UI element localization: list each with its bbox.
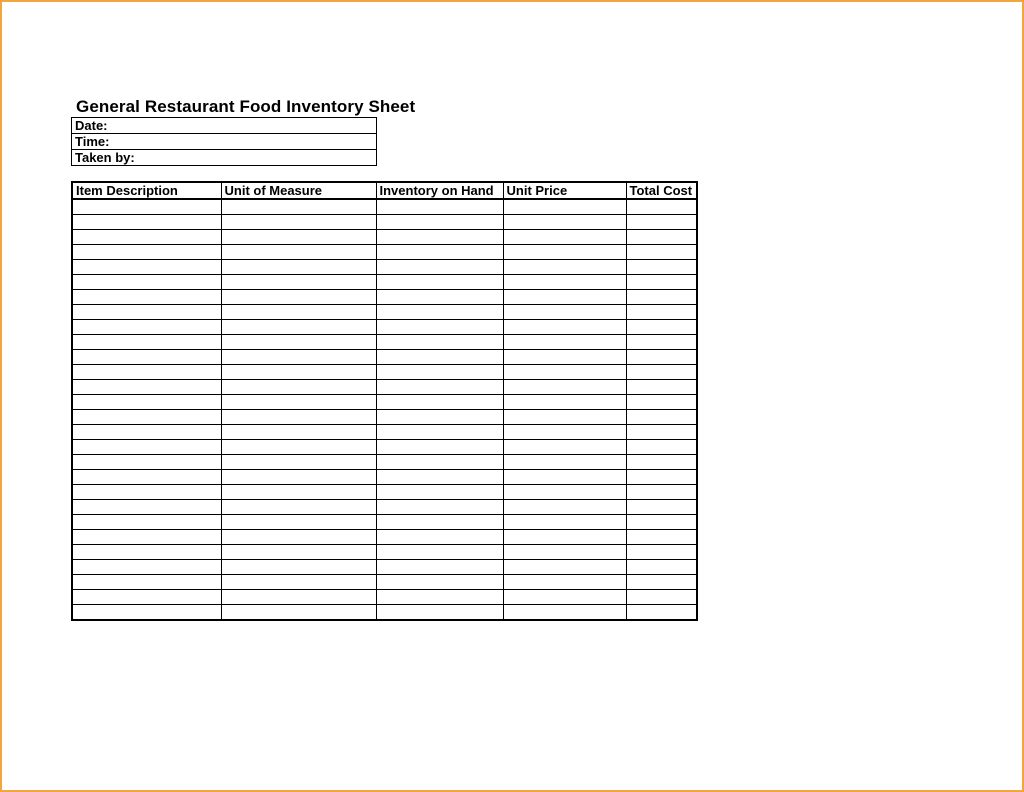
unit-price-cell[interactable] <box>503 275 626 290</box>
total-cost-cell[interactable] <box>626 275 697 290</box>
time-field[interactable]: Time: <box>72 134 377 150</box>
unit-of-measure-cell[interactable] <box>221 215 376 230</box>
total-cost-cell[interactable] <box>626 305 697 320</box>
table-row <box>72 545 697 560</box>
unit-price-cell[interactable] <box>503 290 626 305</box>
total-cost-cell[interactable] <box>626 245 697 260</box>
inventory-on-hand-cell[interactable] <box>376 290 503 305</box>
inventory-on-hand-cell[interactable] <box>376 575 503 590</box>
unit-of-measure-cell[interactable] <box>221 455 376 470</box>
unit-of-measure-cell[interactable] <box>221 335 376 350</box>
table-row <box>72 275 697 290</box>
unit-price-cell[interactable] <box>503 545 626 560</box>
item-description-cell[interactable] <box>72 605 221 621</box>
inventory-on-hand-cell[interactable] <box>376 545 503 560</box>
unit-of-measure-cell[interactable] <box>221 260 376 275</box>
table-row <box>72 230 697 245</box>
unit-price-cell[interactable] <box>503 500 626 515</box>
inventory-header-row <box>72 182 697 199</box>
unit-price-cell[interactable] <box>503 560 626 575</box>
total-cost-cell[interactable] <box>626 230 697 245</box>
total-cost-cell[interactable] <box>626 320 697 335</box>
table-row <box>72 530 697 545</box>
unit-of-measure-cell[interactable] <box>221 245 376 260</box>
inventory-on-hand-cell[interactable] <box>376 260 503 275</box>
unit-price-cell[interactable] <box>503 530 626 545</box>
inventory-on-hand-cell[interactable] <box>376 425 503 440</box>
table-row <box>72 575 697 590</box>
total-cost-cell[interactable] <box>626 590 697 605</box>
item-description-cell[interactable] <box>72 350 221 365</box>
inventory-on-hand-cell[interactable] <box>376 410 503 425</box>
table-row <box>72 290 697 305</box>
unit-of-measure-cell[interactable] <box>221 350 376 365</box>
table-row <box>72 305 697 320</box>
table-row <box>72 410 697 425</box>
unit-price-cell[interactable] <box>503 380 626 395</box>
unit-of-measure-cell[interactable] <box>221 575 376 590</box>
column-header-unit-of-measure: Unit of Measure <box>221 182 376 199</box>
total-cost-cell[interactable] <box>626 560 697 575</box>
table-row <box>72 350 697 365</box>
table-row <box>72 560 697 575</box>
unit-of-measure-cell[interactable] <box>221 410 376 425</box>
inventory-on-hand-cell[interactable] <box>376 485 503 500</box>
table-row <box>72 425 697 440</box>
total-cost-cell[interactable] <box>626 425 697 440</box>
table-row <box>72 260 697 275</box>
sheet-title: General Restaurant Food Inventory Sheet <box>76 97 416 116</box>
total-cost-cell[interactable] <box>626 290 697 305</box>
item-description-cell[interactable] <box>72 425 221 440</box>
total-cost-cell[interactable] <box>626 365 697 380</box>
item-description-cell[interactable] <box>72 560 221 575</box>
total-cost-cell[interactable] <box>626 380 697 395</box>
item-description-cell[interactable] <box>72 380 221 395</box>
total-cost-cell[interactable] <box>626 545 697 560</box>
inventory-on-hand-cell[interactable] <box>376 305 503 320</box>
item-description-cell[interactable] <box>72 245 221 260</box>
unit-of-measure-cell[interactable] <box>221 290 376 305</box>
item-description-cell[interactable] <box>72 215 221 230</box>
unit-of-measure-cell[interactable] <box>221 395 376 410</box>
unit-price-cell[interactable] <box>503 260 626 275</box>
sheet-info-table <box>71 117 377 166</box>
table-row <box>72 440 697 455</box>
column-header-inventory-on-hand: Inventory on Hand <box>376 182 503 199</box>
total-cost-cell[interactable] <box>626 575 697 590</box>
table-row <box>72 500 697 515</box>
table-row <box>72 245 697 260</box>
total-cost-cell[interactable] <box>626 395 697 410</box>
inventory-on-hand-cell[interactable] <box>376 245 503 260</box>
item-description-cell[interactable] <box>72 320 221 335</box>
item-description-cell[interactable] <box>72 440 221 455</box>
unit-of-measure-cell[interactable] <box>221 365 376 380</box>
total-cost-cell[interactable] <box>626 455 697 470</box>
table-row <box>72 365 697 380</box>
item-description-cell[interactable] <box>72 305 221 320</box>
total-cost-cell[interactable] <box>626 410 697 425</box>
item-description-cell[interactable] <box>72 575 221 590</box>
table-row <box>72 335 697 350</box>
unit-of-measure-cell[interactable] <box>221 440 376 455</box>
total-cost-cell[interactable] <box>626 335 697 350</box>
unit-of-measure-cell[interactable] <box>221 545 376 560</box>
item-description-cell[interactable] <box>72 515 221 530</box>
unit-price-cell[interactable] <box>503 215 626 230</box>
table-row <box>72 515 697 530</box>
item-description-cell[interactable] <box>72 275 221 290</box>
table-row <box>72 199 697 215</box>
info-row-time <box>72 134 377 150</box>
total-cost-cell[interactable] <box>626 500 697 515</box>
column-header-total-cost: Total Cost <box>626 182 697 199</box>
column-header-item-description: Item Description <box>72 182 221 199</box>
table-row <box>72 395 697 410</box>
unit-price-cell[interactable] <box>503 455 626 470</box>
inventory-table <box>71 181 698 621</box>
item-description-cell[interactable] <box>72 199 221 215</box>
item-description-cell[interactable] <box>72 260 221 275</box>
table-row <box>72 380 697 395</box>
total-cost-cell[interactable] <box>626 199 697 215</box>
item-description-cell[interactable] <box>72 395 221 410</box>
inventory-on-hand-cell[interactable] <box>376 455 503 470</box>
unit-of-measure-cell[interactable] <box>221 605 376 621</box>
unit-of-measure-cell[interactable] <box>221 320 376 335</box>
inventory-on-hand-cell[interactable] <box>376 320 503 335</box>
column-header-unit-price: Unit Price <box>503 182 626 199</box>
total-cost-cell[interactable] <box>626 530 697 545</box>
inventory-on-hand-cell[interactable] <box>376 560 503 575</box>
info-row-date <box>72 118 377 134</box>
inventory-on-hand-cell[interactable] <box>376 470 503 485</box>
unit-price-cell[interactable] <box>503 320 626 335</box>
inventory-on-hand-cell[interactable] <box>376 440 503 455</box>
table-row <box>72 455 697 470</box>
inventory-on-hand-cell[interactable] <box>376 275 503 290</box>
inventory-on-hand-cell[interactable] <box>376 350 503 365</box>
item-description-cell[interactable] <box>72 335 221 350</box>
unit-of-measure-cell[interactable] <box>221 380 376 395</box>
unit-price-cell[interactable] <box>503 230 626 245</box>
table-row <box>72 605 697 621</box>
table-row <box>72 590 697 605</box>
item-description-cell[interactable] <box>72 530 221 545</box>
item-description-cell[interactable] <box>72 455 221 470</box>
item-description-cell[interactable] <box>72 500 221 515</box>
unit-price-cell[interactable] <box>503 470 626 485</box>
unit-price-cell[interactable] <box>503 350 626 365</box>
unit-price-cell[interactable] <box>503 425 626 440</box>
table-row <box>72 215 697 230</box>
item-description-cell[interactable] <box>72 290 221 305</box>
unit-of-measure-cell[interactable] <box>221 470 376 485</box>
inventory-on-hand-cell[interactable] <box>376 500 503 515</box>
inventory-on-hand-cell[interactable] <box>376 199 503 215</box>
table-row <box>72 485 697 500</box>
unit-price-cell[interactable] <box>503 199 626 215</box>
total-cost-cell[interactable] <box>626 350 697 365</box>
unit-of-measure-cell[interactable] <box>221 590 376 605</box>
total-cost-cell[interactable] <box>626 215 697 230</box>
unit-price-cell[interactable] <box>503 305 626 320</box>
unit-price-cell[interactable] <box>503 605 626 621</box>
unit-price-cell[interactable] <box>503 485 626 500</box>
inventory-on-hand-cell[interactable] <box>376 335 503 350</box>
unit-price-cell[interactable] <box>503 590 626 605</box>
unit-price-cell[interactable] <box>503 335 626 350</box>
table-row <box>72 470 697 485</box>
inventory-on-hand-cell[interactable] <box>376 590 503 605</box>
unit-price-cell[interactable] <box>503 575 626 590</box>
inventory-on-hand-cell[interactable] <box>376 215 503 230</box>
unit-of-measure-cell[interactable] <box>221 500 376 515</box>
unit-price-cell[interactable] <box>503 440 626 455</box>
item-description-cell[interactable] <box>72 590 221 605</box>
total-cost-cell[interactable] <box>626 260 697 275</box>
item-description-cell[interactable] <box>72 470 221 485</box>
item-description-cell[interactable] <box>72 545 221 560</box>
inventory-body <box>72 199 697 620</box>
unit-price-cell[interactable] <box>503 245 626 260</box>
inventory-on-hand-cell[interactable] <box>376 380 503 395</box>
inventory-on-hand-cell[interactable] <box>376 530 503 545</box>
total-cost-cell[interactable] <box>626 515 697 530</box>
total-cost-cell[interactable] <box>626 440 697 455</box>
total-cost-cell[interactable] <box>626 605 697 621</box>
inventory-on-hand-cell[interactable] <box>376 395 503 410</box>
inventory-on-hand-cell[interactable] <box>376 515 503 530</box>
item-description-cell[interactable] <box>72 365 221 380</box>
inventory-on-hand-cell[interactable] <box>376 365 503 380</box>
unit-of-measure-cell[interactable] <box>221 425 376 440</box>
unit-of-measure-cell[interactable] <box>221 485 376 500</box>
unit-price-cell[interactable] <box>503 365 626 380</box>
info-row-taken-by <box>72 150 377 166</box>
unit-price-cell[interactable] <box>503 395 626 410</box>
item-description-cell[interactable] <box>72 485 221 500</box>
table-row <box>72 320 697 335</box>
unit-of-measure-cell[interactable] <box>221 305 376 320</box>
unit-of-measure-cell[interactable] <box>221 530 376 545</box>
inventory-on-hand-cell[interactable] <box>376 605 503 621</box>
unit-of-measure-cell[interactable] <box>221 275 376 290</box>
unit-price-cell[interactable] <box>503 410 626 425</box>
inventory-on-hand-cell[interactable] <box>376 230 503 245</box>
unit-of-measure-cell[interactable] <box>221 515 376 530</box>
item-description-cell[interactable] <box>72 230 221 245</box>
unit-of-measure-cell[interactable] <box>221 230 376 245</box>
unit-of-measure-cell[interactable] <box>221 560 376 575</box>
unit-of-measure-cell[interactable] <box>221 199 376 215</box>
unit-price-cell[interactable] <box>503 515 626 530</box>
total-cost-cell[interactable] <box>626 470 697 485</box>
item-description-cell[interactable] <box>72 410 221 425</box>
taken-by-field[interactable]: Taken by: <box>72 150 377 166</box>
date-field[interactable]: Date: <box>72 118 377 134</box>
total-cost-cell[interactable] <box>626 485 697 500</box>
